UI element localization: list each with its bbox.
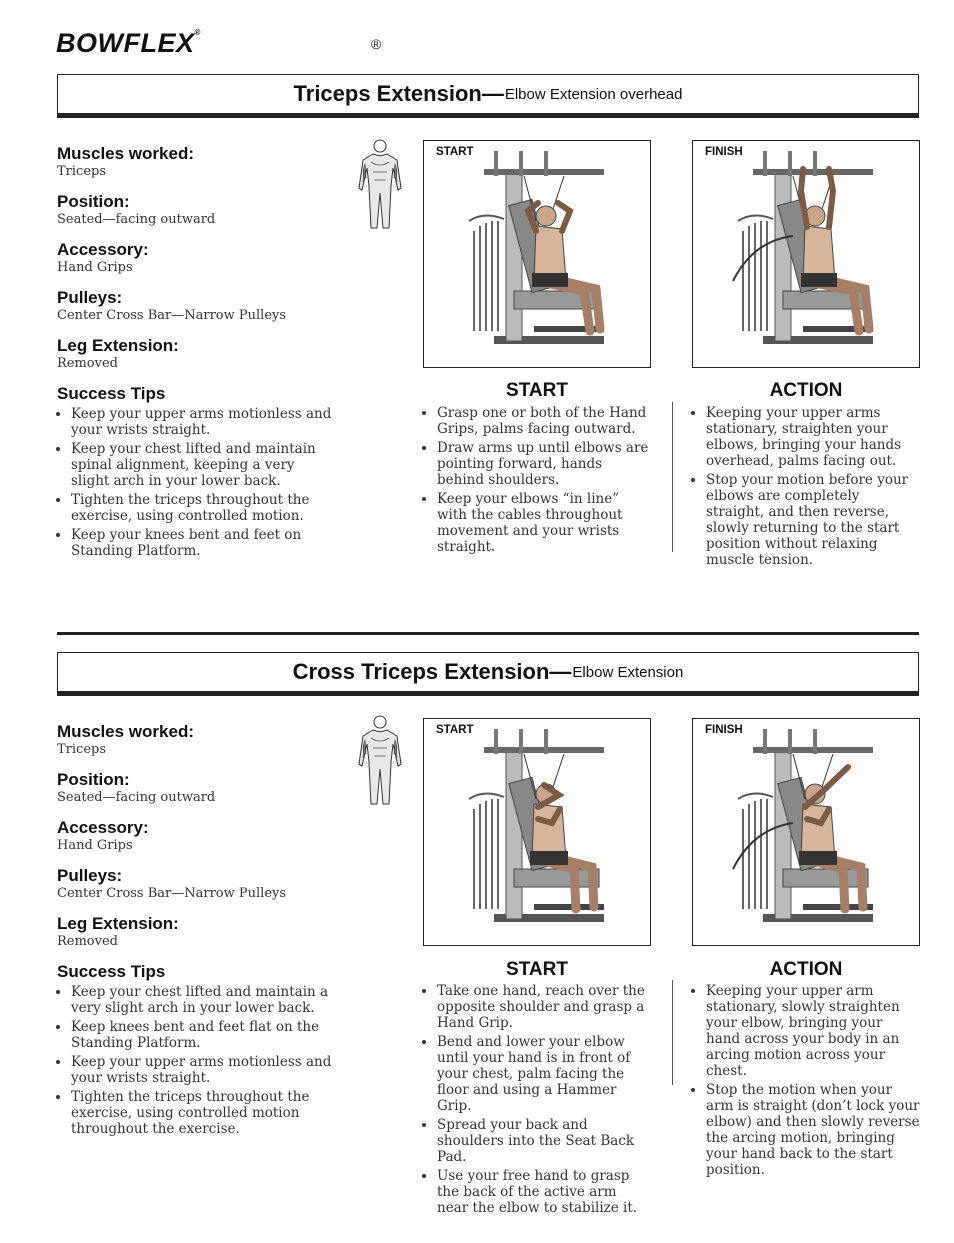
finish-photo	[692, 140, 920, 368]
muscles-label: Muscles worked:	[57, 144, 194, 163]
list-item: • Keep your chest lifted and maintain spinal alignment, keeping a very slight arch in your lower back.	[71, 441, 332, 489]
exercise-subtitle: Elbow Extension overhead	[504, 85, 683, 103]
exercise-title: Triceps Extension—	[293, 81, 504, 106]
list-item: • Keep your knees bent and feet on Standing Platform.	[71, 527, 332, 559]
list-item: • Stop the motion when your arm is straight (don’t lock your elbow) and then slowly reverse the arcing motion, bringing your hand back to the start position.	[706, 1082, 920, 1178]
action-heading: ACTION	[769, 959, 843, 980]
success-tips-list	[57, 984, 332, 1137]
position-label: Position:	[57, 192, 130, 211]
leg-extension-value: Removed	[57, 934, 118, 949]
list-item: • Keep your elbows “in line” with the cables throughout movement and your wrists straight.	[437, 491, 651, 555]
leg-extension-value: Removed	[57, 356, 118, 371]
exercise-title-bar	[57, 74, 919, 118]
start-photo-label: START	[436, 724, 474, 736]
list-item: • Draw arms up until elbows are pointing forward, hands behind shoulders.	[437, 440, 651, 488]
section-divider	[57, 632, 919, 635]
action-heading: ACTION	[769, 380, 843, 401]
accessory-label: Accessory:	[57, 818, 149, 837]
list-item: • Tighten the triceps throughout the exercise, using controlled motion throughout the exercise.	[71, 1089, 332, 1137]
leg-extension-label: Leg Extension:	[57, 914, 179, 933]
start-heading: START	[506, 380, 568, 401]
list-item: • Grasp one or both of the Hand Grips, palms facing outward.	[437, 405, 651, 437]
registered-mark: ®	[371, 36, 382, 52]
success-tips-list	[57, 406, 332, 559]
pulleys-label: Pulleys:	[57, 288, 123, 307]
muscle-diagram-icon	[353, 714, 408, 809]
column-divider	[672, 402, 673, 552]
muscles-value: Triceps	[57, 164, 107, 179]
pulleys-label: Pulleys:	[57, 866, 123, 885]
start-heading: START	[506, 959, 568, 980]
bowflex-logo: BOWFLEX®	[56, 28, 201, 58]
muscles-label: Muscles worked:	[57, 722, 194, 741]
muscle-diagram-icon	[353, 138, 408, 233]
exercise-title-bar	[57, 652, 919, 696]
leg-extension-label: Leg Extension:	[57, 336, 179, 355]
start-photo	[423, 140, 651, 368]
list-item: • Keeping your upper arm stationary, slowly straighten your elbow, bringing your hand across your body in an arcing motion across your chest.	[706, 983, 920, 1079]
accessory-value: Hand Grips	[57, 838, 133, 853]
list-item: • Bend and lower your elbow until your hand is in front of your chest, palm facing the floor and using a Hammer Grip.	[437, 1034, 651, 1114]
list-item: • Spread your back and shoulders into the Seat Back Pad.	[437, 1117, 651, 1165]
accessory-label: Accessory:	[57, 240, 149, 259]
list-item: • Use your free hand to grasp the back of the active arm near the elbow to stabilize it.	[437, 1168, 651, 1216]
action-steps-list	[692, 405, 920, 571]
finish-photo	[692, 718, 920, 946]
start-photo-label: START	[436, 146, 474, 158]
finish-photo-label: FINISH	[705, 146, 743, 158]
position-label: Position:	[57, 770, 130, 789]
accessory-value: Hand Grips	[57, 260, 133, 275]
exercise-title: Cross Triceps Extension—	[292, 659, 572, 684]
success-tips-label: Success Tips	[57, 962, 166, 981]
list-item: • Keeping your upper arms stationary, straighten your elbows, bringing your hands overhead, palms facing out.	[706, 405, 920, 469]
list-item: • Keep your upper arms motionless and your wrists straight.	[71, 1054, 332, 1086]
start-steps-list	[423, 983, 651, 1219]
position-value: Seated—facing outward	[57, 790, 216, 805]
exercise-details	[57, 722, 332, 1140]
pulleys-value: Center Cross Bar—Narrow Pulleys	[57, 308, 287, 323]
pulleys-value: Center Cross Bar—Narrow Pulleys	[57, 886, 287, 901]
success-tips-label: Success Tips	[57, 384, 166, 403]
position-value: Seated—facing outward	[57, 212, 216, 227]
exercise-subtitle: Elbow Extension	[572, 663, 684, 681]
list-item: • Tighten the triceps throughout the exercise, using controlled motion.	[71, 492, 332, 524]
list-item: • Keep knees bent and feet flat on the Standing Platform.	[71, 1019, 332, 1051]
list-item: • Stop your motion before your elbows are completely straight, and then reverse, slowly returning to the start position without relaxing muscle tension.	[706, 472, 920, 568]
list-item: • Take one hand, reach over the opposite shoulder and grasp a Hand Grip.	[437, 983, 651, 1031]
list-item: • Keep your upper arms motionless and your wrists straight.	[71, 406, 332, 438]
exercise-details	[57, 144, 332, 562]
action-steps-list	[692, 983, 920, 1181]
muscles-value: Triceps	[57, 742, 107, 757]
start-photo	[423, 718, 651, 946]
column-divider	[672, 980, 673, 1085]
finish-photo-label: FINISH	[705, 724, 743, 736]
list-item: • Keep your chest lifted and maintain a very slight arch in your lower back.	[71, 984, 332, 1016]
start-steps-list	[423, 405, 651, 558]
